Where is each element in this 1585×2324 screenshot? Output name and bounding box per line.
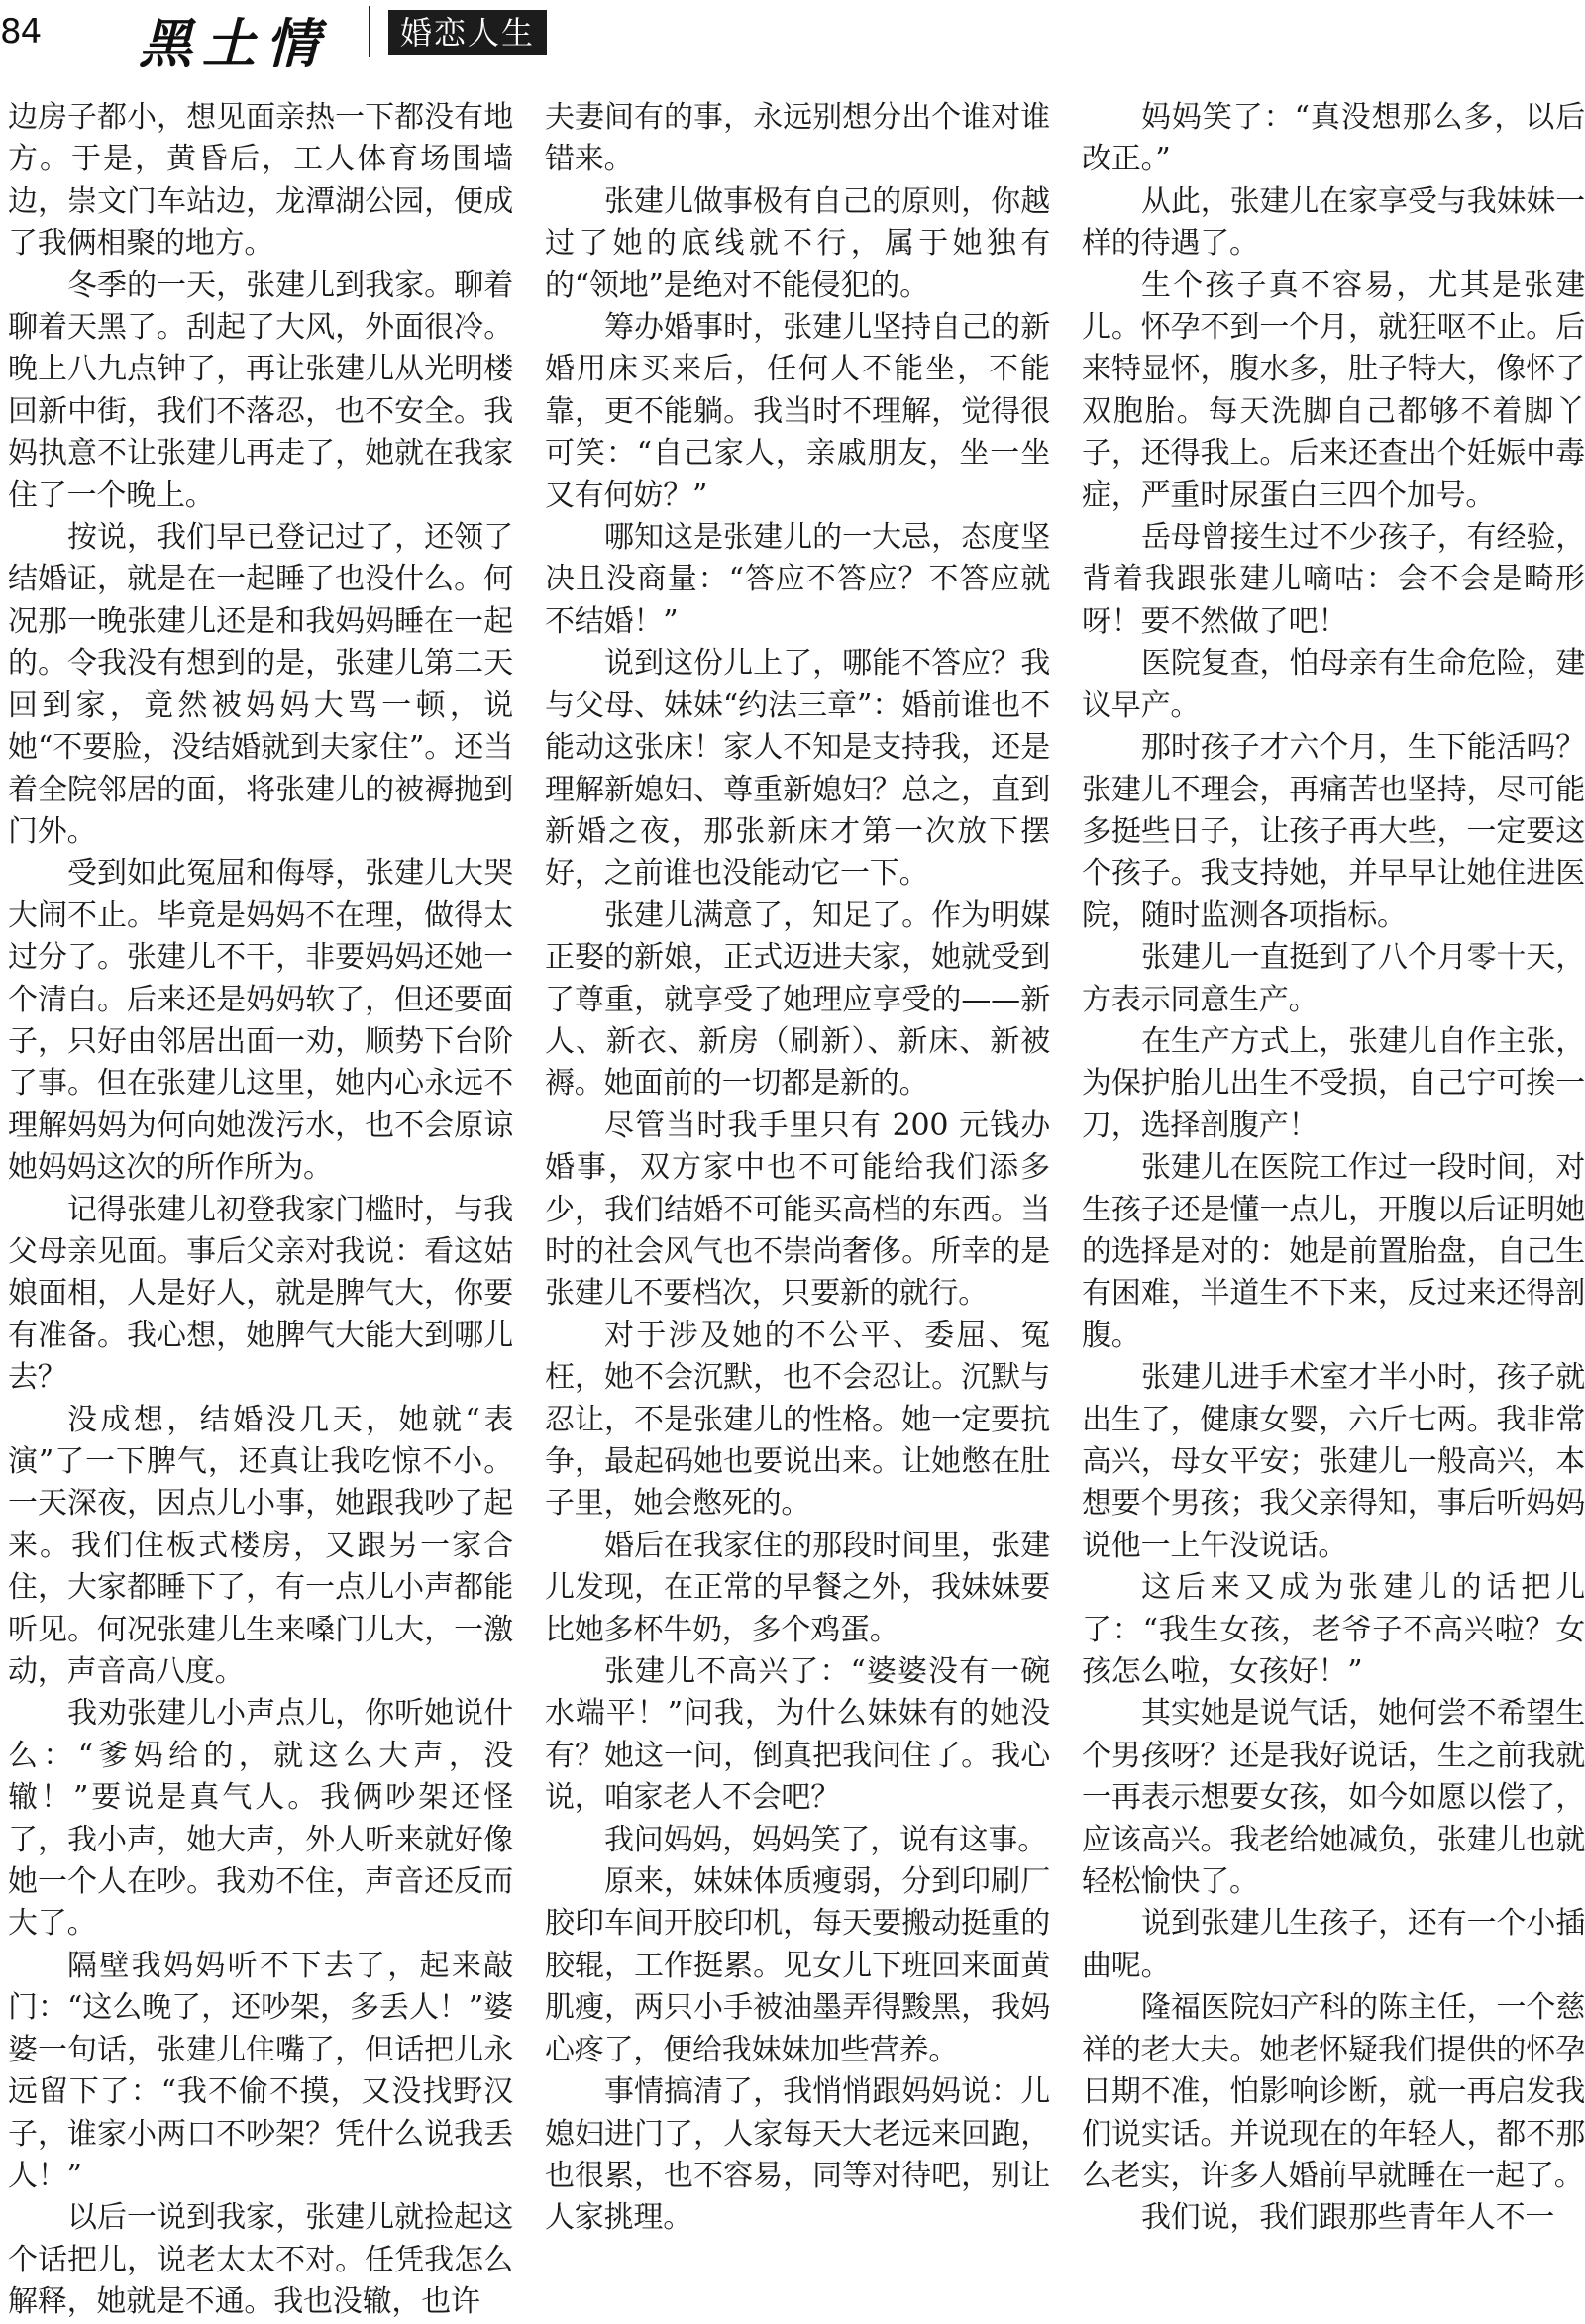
section-tag: 婚恋人生 — [388, 10, 547, 55]
magazine-title: 黑土情 — [139, 12, 329, 75]
paragraph: 没成想，结婚没几天，她就“表演”了一下脾气，还真让我吃惊不小。一天深夜，因点儿小事，她跟我吵了起来。我们住板式楼房，又跟另一家合住，大家都睡下了，有一点儿小声都能听见。何况张建儿生来嗓门儿大，一激动，声音高八度。 — [8, 1402, 513, 1690]
paragraph: 张建儿不高兴了：“婆婆没有一碗水端平！”问我，为什么妹妹有的她没有？她这一问，倒真把我问住了。我心说，咱家老人不会吧？ — [545, 1654, 1050, 1816]
paragraph: 张建儿做事极有自己的原则，你越过了她的底线就不行，属于她独有的“领地”是绝对不能侵犯的。 — [545, 183, 1050, 303]
paragraph: 夫妻间有的事，永远别想分出个谁对谁错来。 — [545, 100, 1050, 177]
paragraph: 说到张建儿生孩子，还有一个小插曲呢。 — [1082, 1906, 1585, 1983]
paragraph: 冬季的一天，张建儿到我家。聊着聊着天黑了。刮起了大风，外面很冷。晚上八九点钟了，再让张建儿从光明楼回新中街，我们不落忍，也不安全。我妈执意不让张建儿再走了，她就在我家住了一个晚上。 — [8, 267, 513, 513]
text-column-3 — [1082, 97, 1585, 2275]
paragraph: 记得张建儿初登我家门槛时，与我父母亲见面。事后父亲对我说：看这姑娘面相，人是好人，就是脾气大，你要有准备。我心想，她脾气大能大到哪儿去？ — [8, 1192, 513, 1396]
paragraph: 以后一说到我家，张建儿就捡起这个话把儿，说老太太不对。任凭我怎么解释，她就是不通。我也没辙，也许 — [8, 2200, 513, 2320]
paragraph: 岳母曾接生过不少孩子，有经验，背着我跟张建儿嘀咕：会不会是畸形呀！要不然做了吧！ — [1082, 520, 1585, 639]
paragraph: 尽管当时我手里只有 200 元钱办婚事，双方家中也不可能给我们添多少，我们结婚不可能买高档的东西。当时的社会风气也不崇尚奢侈。所幸的是张建儿不要档次，只要新的就行。 — [545, 1108, 1050, 1312]
paragraph: 妈妈笑了：“真没想那么多，以后改正。” — [1082, 100, 1585, 177]
paragraph: 我劝张建儿小声点儿，你听她说什么：“爹妈给的，就这么大声，没辙！”要说是真气人。我俩吵架还怪了，我小声，她大声，外人听来就好像她一个人在吵。我劝不住，声音还反而大了。 — [8, 1696, 513, 1942]
paragraph: 从此，张建儿在家享受与我妹妹一样的待遇了。 — [1082, 183, 1585, 262]
paragraph: 张建儿进手术室才半小时，孩子就出生了，健康女婴，六斤七两。我非常高兴，母女平安；张建儿一般高兴，本想要个男孩；我父亲得知，事后听妈妈说他一上午没说话。 — [1082, 1360, 1585, 1563]
paragraph: 婚后在我家住的那段时间里，张建儿发现，在正常的早餐之外，我妹妹要比她多杯牛奶，多个鸡蛋。 — [545, 1528, 1050, 1647]
paragraph: 受到如此冤屈和侮辱，张建儿大哭大闹不止。毕竟是妈妈不在理，做得太过分了。张建儿不干，非要妈妈还她一个清白。后来还是妈妈软了，但还要面子，只好由邻居出面一劝，顺势下台阶了事。但在张建儿这里，她内心永远不理解妈妈为何向她泼污水，也不会原谅她妈妈这次的所作所为。 — [8, 856, 513, 1186]
paragraph: 说到这份儿上了，哪能不答应？我与父母、妹妹“约法三章”：婚前谁也不能动这张床！家人不知是支持我，还是理解新媳妇、尊重新媳妇？总之，直到新婚之夜，那张新床才第一次放下摆好，之前谁也没能动它一下。 — [545, 646, 1050, 892]
paragraph: 筹办婚事时，张建儿坚持自己的新婚用床买来后，任何人不能坐，不能靠，更不能躺。我当时不理解，觉得很可笑：“自己家人，亲戚朋友，坐一坐又有何妨？” — [545, 310, 1050, 513]
text-column-2 — [545, 97, 1050, 2275]
paragraph: 对于涉及她的不公平、委屈、冤枉，她不会沉默，也不会忍让。沉默与忍让，不是张建儿的性格。她一定要抗争，最起码她也要说出来。让她憋在肚子里，她会憋死的。 — [545, 1318, 1050, 1522]
paragraph: 这后来又成为张建儿的话把儿了：“我生女孩，老爷子不高兴啦？女孩怎么啦，女孩好！” — [1082, 1570, 1585, 1690]
header-divider — [369, 6, 370, 57]
paragraph: 边房子都小，想见面亲热一下都没有地方。于是，黄昏后，工人体育场围墙边，崇文门车站边，龙潭湖公园，便成了我俩相聚的地方。 — [8, 100, 513, 262]
paragraph: 其实她是说气话，她何尝不希望生个男孩呀？还是我好说话，生之前我就一再表示想要女孩，如今如愿以偿了，应该高兴。我老给她减负，张建儿也就轻松愉快了。 — [1082, 1696, 1585, 1900]
paragraph: 原来，妹妹体质瘦弱，分到印刷厂胶印车间开胶印机，每天要搬动挺重的胶辊，工作挺累。见女儿下班回来面黄肌瘦，两只小手被油墨弄得黢黑，我妈心疼了，便给我妹妹加些营养。 — [545, 1864, 1050, 2067]
paragraph: 医院复查，怕母亲有生命危险，建议早产。 — [1082, 646, 1585, 723]
paragraph: 我们说，我们跟那些青年人不一 — [1141, 2200, 1555, 2236]
text-column-1 — [8, 97, 513, 2320]
paragraph: 事情搞清了，我悄悄跟妈妈说：儿媳妇进门了，人家每天大老远来回跑，也很累，也不容易，同等对待吧，别让人家挑理。 — [545, 2074, 1050, 2236]
page-header — [0, 0, 1585, 75]
paragraph: 我问妈妈，妈妈笑了，说有这事。 — [604, 1822, 1047, 1857]
page-number: 84 — [0, 12, 42, 52]
paragraph: 隔壁我妈妈听不下去了，起来敲门：“这么晚了，还吵架，多丢人！”婆婆一句话，张建儿住嘴了，但话把儿永远留下了：“我不偷不摸，又没找野汉子，谁家小两口不吵架？凭什么说我丢人！” — [8, 1948, 513, 2193]
paragraph: 哪知这是张建儿的一大忌，态度坚决且没商量：“答应不答应？不答应就不结婚！” — [545, 520, 1050, 639]
paragraph: 隆福医院妇产科的陈主任，一个慈祥的老大夫。她老怀疑我们提供的怀孕日期不准，怕影响诊断，就一再启发我们说实话。并说现在的年轻人，都不那么老实，许多人婚前早就睡在一起了。 — [1082, 1990, 1585, 2193]
paragraph: 张建儿满意了，知足了。作为明媒正娶的新娘，正式迈进夫家，她就受到了尊重，就享受了她理应享受的——新人、新衣、新房（刷新）、新床、新被褥。她面前的一切都是新的。 — [545, 898, 1050, 1102]
paragraph: 张建儿一直挺到了八个月零十天，方表示同意生产。 — [1082, 940, 1585, 1017]
paragraph: 按说，我们早已登记过了，还领了结婚证，就是在一起睡了也没什么。何况那一晚张建儿还是和我妈妈睡在一起的。令我没有想到的是，张建儿第二天回到家，竟然被妈妈大骂一顿，说她“不要脸，没结婚就到夫家住”。还当着全院邻居的面，将张建儿的被褥抛到门外。 — [8, 520, 513, 849]
article-body — [0, 97, 1585, 2320]
paragraph: 在生产方式上，张建儿自作主张，为保护胎儿出生不受损，自己宁可挨一刀，选择剖腹产！ — [1082, 1023, 1585, 1143]
paragraph: 那时孩子才六个月，生下能活吗？张建儿不理会，再痛苦也坚持，尽可能多挺些日子，让孩子再大些，一定要这个孩子。我支持她，并早早让她住进医院，随时监测各项指标。 — [1082, 730, 1585, 933]
paragraph: 生个孩子真不容易，尤其是张建儿。怀孕不到一个月，就狂呕不止。后来特显怀，腹水多，肚子特大，像怀了双胞胎。每天洗脚自己都够不着脚丫子，还得我上。后来还查出个妊娠中毒症，严重时尿蛋白三四个加号。 — [1082, 267, 1585, 513]
paragraph: 张建儿在医院工作过一段时间，对生孩子还是懂一点儿，开腹以后证明她的选择是对的：她是前置胎盘，自己生有困难，半道生不下来，反过来还得剖腹。 — [1082, 1150, 1585, 1353]
